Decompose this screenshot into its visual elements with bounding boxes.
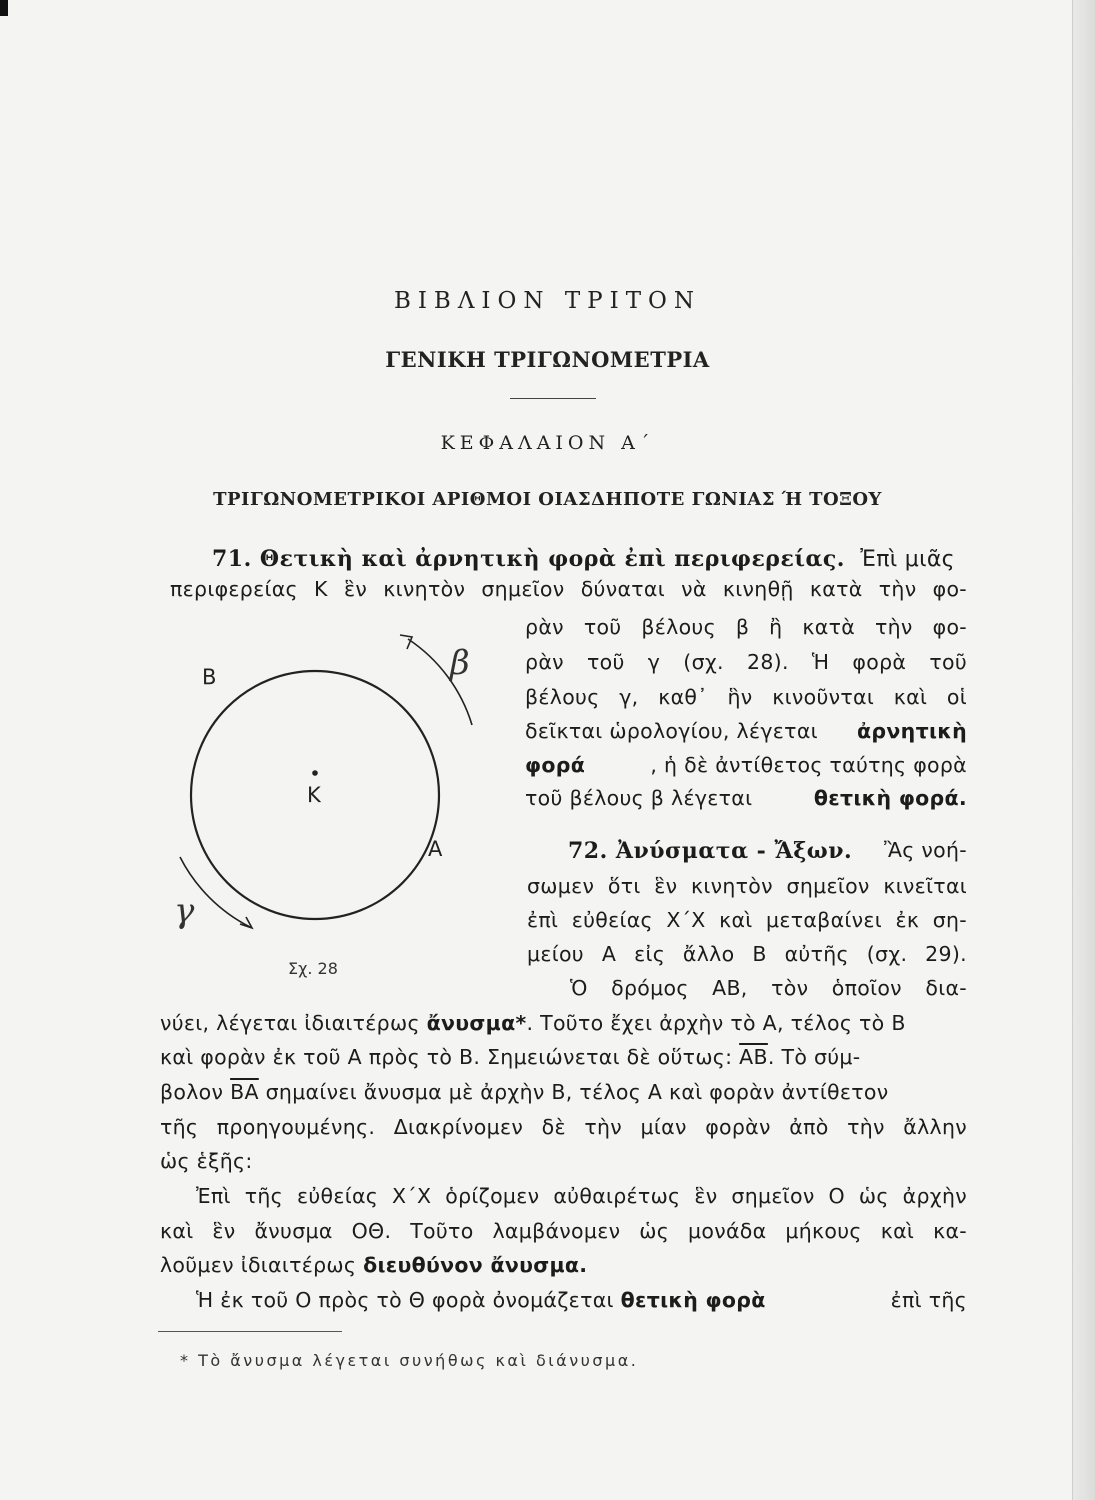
section-72-line-5: Ὁ δρόμος ΑΒ, τὸν ὁποῖον δια- (570, 976, 967, 1000)
book-heading: ΒΙΒΛΙΟΝ ΤΡΙΤΟΝ (393, 288, 702, 314)
section-72-line-1-rest: Ἂς νοή- (883, 838, 967, 862)
section-72-line-2: σωμεν ὅτι ἓν κινητὸν σημεῖον κινεῖται (527, 874, 967, 898)
subject-heading: ΓΕΝΙΚΗ ΤΡΙΓΩΝΟΜΕΤΡΙΑ (385, 347, 710, 372)
arrow-beta-head (400, 635, 412, 649)
section-72-line-7 (160, 1047, 967, 1068)
section-71-line-5: βέλους γ, καθ᾽ ἣν κινοῦνται καὶ οἱ (525, 685, 967, 709)
section-71-line-4: ρὰν τοῦ γ (σχ. 28). Ἡ φορὰ τοῦ (525, 650, 967, 674)
section-71-line-2: περιφερείας Κ ἓν κινητὸν σημεῖον δύναται νὰ κινηθῇ κατὰ τὴν φο- (170, 577, 967, 601)
section-71-line-7 (525, 755, 967, 776)
section-72-line-9: τῆς προηγουμένης. Διακρίνομεν δὲ τὴν μίαν φορὰν ἀπὸ τὴν ἄλλην (160, 1115, 967, 1139)
section-72-line-7-text: καὶ φορὰν ἐκ τοῦ Α πρὸς τὸ Β. Σημειώνεται δὲ οὕτως: (160, 1045, 733, 1069)
paragraph-2-line-1: Ἐπὶ τῆς εὐθείας Χ΄Χ ὁρίζομεν αὐθαιρέτως ἓν σημεῖον Ο ὡς ἀρχὴν (196, 1184, 967, 1208)
section-71-line-1 (212, 548, 955, 571)
paragraph-2-line-2: καὶ ἓν ἄνυσμα ΟΘ. Τοῦτο λαμβάνομεν ὡς μονάδα μήκους καὶ κα- (160, 1219, 967, 1243)
term-positive-direction-axis: θετικὴ φορὰ (620, 1288, 766, 1312)
section-72-line-6-text: νύει, λέγεται ἰδιαιτέρως (160, 1011, 420, 1035)
scan-corner-mark (0, 0, 8, 16)
figure-caption: Σχ. 28 (288, 959, 338, 978)
chapter-title: ΤΡΙΓΩΝΟΜΕΤΡΙΚΟΙ ΑΡΙΘΜΟΙ ΟΙΑΣΔΗΠΟΤΕ ΓΩΝΙΑΣ Ή ΤΟΞΟΥ (213, 489, 882, 510)
chapter-heading: ΚΕΦΑΛΑΙΟΝ Α΄ (440, 432, 655, 454)
label-A: Α (428, 837, 443, 861)
section-71-line-7-text: , ἡ δὲ ἀντίθετος ταύτης φορὰ (650, 753, 967, 777)
paragraph-2-line-3 (160, 1255, 587, 1276)
paragraph-3-text: Ἡ ἐκ τοῦ Ο πρὸς τὸ Θ φορὰ ὀνομάζεται (196, 1288, 614, 1312)
label-K: Κ (307, 783, 321, 807)
paragraph-2-line-3-text: λοῦμεν ἰδιαιτέρως (160, 1253, 357, 1277)
section-71-line-6 (525, 721, 967, 742)
vector-BA-symbol: $\overline{BA}$ (230, 1080, 259, 1104)
footnote: * Τὸ ἄνυσμα λέγεται συνήθως καὶ διάνυσμα. (180, 1351, 639, 1370)
heading-divider (510, 398, 596, 399)
page-edge-shadow (1072, 0, 1095, 1500)
section-71-line-8-text: τοῦ βέλους β λέγεται (525, 786, 753, 810)
section-72-line-8-rest: σημαίνει ἄνυσμα μὲ ἀρχὴν Β, τέλος Α καὶ φορὰν ἀντίθετον (265, 1080, 889, 1104)
section-71-line-6-text: δεῖκται ὡρολογίου, λέγεται (525, 719, 818, 743)
section-72-line-6 (160, 1013, 967, 1034)
footnote-divider (158, 1331, 342, 1332)
section-72-line-3: ἐπὶ εὐθείας Χ΄Χ καὶ μεταβαίνει ἐκ ση- (527, 908, 967, 932)
paragraph-3-line-1 (196, 1290, 967, 1311)
section-72-line-8 (160, 1082, 967, 1103)
section-71-line-3: ρὰν τοῦ βέλους β ἢ κατὰ τὴν φο- (525, 615, 967, 639)
section-72-title: 72. Ἀνύσματα - Ἄξων. (568, 838, 853, 864)
term-unit-vector: διευθύνον ἄνυσμα. (363, 1253, 588, 1277)
section-72-line-8-text: βολον (160, 1080, 224, 1104)
figure-28 (160, 625, 500, 985)
section-71-line-8 (525, 788, 967, 809)
arrow-label-beta: β (450, 643, 470, 683)
arrow-label-gamma: γ (174, 891, 195, 931)
section-72-line-1 (568, 840, 967, 863)
term-positive-direction: θετικὴ φορά. (813, 786, 967, 810)
term-vector: ἄνυσμα* (426, 1011, 527, 1035)
term-negative-direction: ἀρνητικὴ (857, 719, 967, 743)
center-point (312, 770, 318, 776)
vector-AB-symbol: $\overline{AB}$ (739, 1045, 768, 1069)
section-72-line-4: μείου Α εἰς ἄλλο Β αὐτῆς (σχ. 29). (527, 942, 967, 966)
section-72-line-6-rest: . Τοῦτο ἔχει ἀρχὴν τὸ Α, τέλος τὸ Β (526, 1011, 906, 1035)
term-direction: φορά (525, 753, 586, 777)
paragraph-3-rest: ἐπὶ τῆς (890, 1288, 967, 1312)
section-72-line-10: ὡς ἑξῆς: (160, 1149, 253, 1173)
section-72-line-7-rest: . Τὸ σύμ- (767, 1045, 861, 1069)
section-71-line-1-rest: Ἐπὶ μιᾶς (860, 547, 955, 572)
section-71-title: 71. Θετικὴ καὶ ἀρνητικὴ φορὰ ἐπὶ περιφερείας. (212, 546, 845, 572)
label-B: Β (202, 665, 217, 689)
